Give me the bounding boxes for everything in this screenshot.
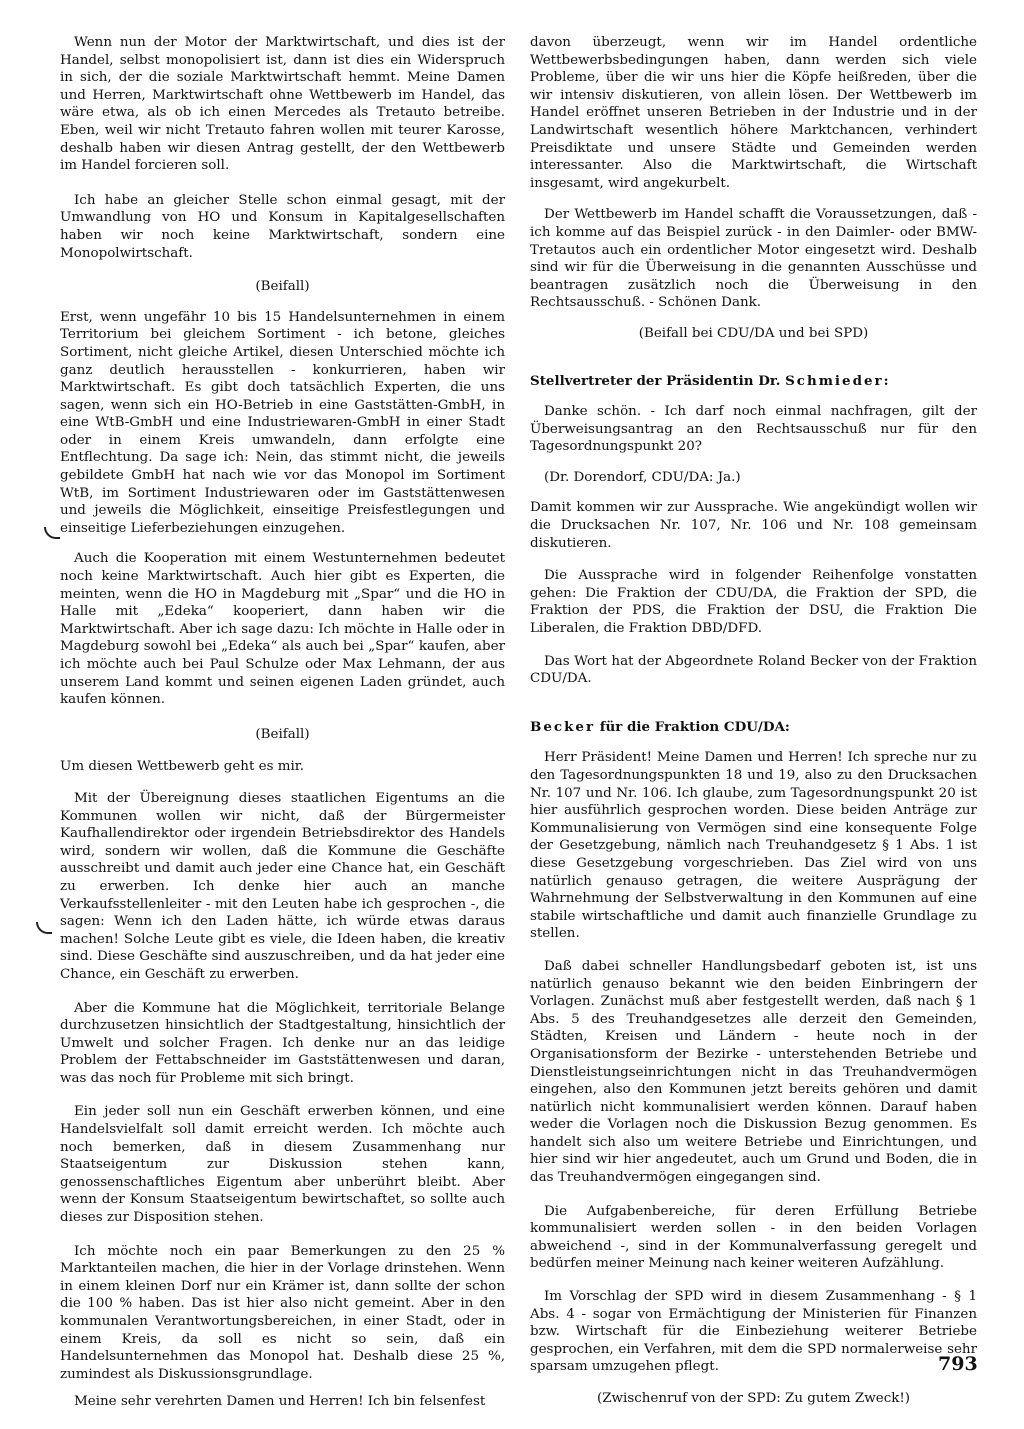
paragraph: Aber die Kommune hat die Möglichkeit, territoriale Belange durchzusetzen hinsichtlich der Stadtgestaltung, hinsichtlich der Umwelt und solcher Fragen. Ich denke nur an das leidige Problem der Fettabschneider im Gaststättenwesen und daran, was das noch für Probleme mit sich bringt.	[60, 1000, 505, 1086]
applause-note: (Beifall)	[255, 726, 310, 742]
paragraph: Erst, wenn ungefähr 10 bis 15 Handelsunternehmen in einem Territorium bei gleichem Sortiment - ich betone, gleiches Sortiment, nicht gleiche Artikel, diesen Unterschied möchte ich ganz deutlich herausstellen - konkurrieren, haben wir Marktwirtschaft. Es gibt doch tatsächlich Experten, die uns sagen, wenn sich ein HO-Betrieb in eine Gaststätten-GmbH, in eine WtB-GmbH und eine Industriewaren-GmbH in einer Stadt oder in einem Kreis umwandeln, dann erfolgte eine Entflechtung. Da sage ich: Nein, das stimmt nicht, die jeweils gebildete GmbH hat nach wie vor das Monopol im Sortiment WtB, im Sortiment Industriewaren oder im Gaststättenwesen und jeweils die Möglichkeit, einseitige Preisfestlegungen und einseitige Lieferbeziehungen einzugehen.	[60, 309, 505, 536]
paragraph: Die Aufgabenbereiche, für deren Erfüllung Betriebe kommunalisiert werden sollen - in den beiden Vorlagen abweichend -, sind in der Kommunalverfassung geregelt und bedürfen meiner Meinung nach keiner weiteren Aufzählung.	[530, 1203, 977, 1272]
interjection: (Dr. Dorendorf, CDU/DA: Ja.)	[544, 469, 741, 485]
paragraph: Daß dabei schneller Handlungsbedarf geboten ist, ist uns natürlich genauso bekannt wie den beiden Einbringern der Vorlagen. Zunächst muß aber festgestellt werden, daß nach § 1 Abs. 5 des Treuhandgesetzes alle derzeit den Gemeinden, Städten, Kreisen und Ländern - heute noch in der Organisationsform der Bezirke - unterstehenden Betriebe und Dienstleistungseinrichtungen nicht in das Treuhandvermögen eingehen, also den Kommunen jetzt bereits gehören und damit natürlich nicht kommunalisiert werden können. Darauf haben weder die Vorlagen noch die Diskussion Bezug genommen. Es handelt sich also um weitere Betriebe und Einrichtungen, und hier sind wir hier angedeutet, auch um Grund und Boden, die in das Treuhandvermögen eingegangen sind.	[530, 958, 977, 1186]
paragraph: Um diesen Wettbewerb geht es mir.	[60, 759, 304, 775]
speaker-colon: :	[883, 372, 889, 389]
paragraph: Ich möchte noch ein paar Bemerkungen zu den 25 % Marktanteilen machen, die hier in der Vorlage drinstehen. Wenn in einem kleinen Dorf nur ein Krämer ist, dann sollte der schon die 100 % haben. Das ist hier also nicht gemeint. Aber in den kommunalen Verantwortungsbereichen, in einer Stadt, oder in einem Kreis, da soll es nicht so sein, daß ein Handelsunternehmen das Monopol hat. Deshalb diese 25 %, zumindest als Diskussionsgrundlage.	[60, 1243, 505, 1382]
paragraph: Herr Präsident! Meine Damen und Herren! Ich spreche nur zu den Tagesordnungspunkten 18 und 19, also zu den Drucksachen Nr. 107 und Nr. 106. Ich glaube, zum Tagesordnungspunkt 20 ist hier ausführlich gesprochen worden. Diese beiden Anträge zur Kommunalisierung von Vermögen sind eine konsequente Folge der Gesetzgebung, nämlich nach Treuhandgesetz § 1 Abs. 1 ist diese Gesetzgebung vorgeschrieben. Das Ziel wird von uns natürlich genauso getragen, die weitere Ausprägung der Wahrnehmung der Selbstverwaltung in den Kommunen auf eine stabile wirtschaftliche und damit auch finanzielle Grundlage zu stellen.	[530, 750, 977, 942]
margin-mark	[36, 922, 52, 934]
speaker-heading	[530, 373, 977, 391]
right-column	[530, 34, 977, 1408]
paragraph: Der Wettbewerb im Handel schafft die Voraussetzungen, daß - ich komme auf das Beispiel zurück - in den Daimler- oder BMW-Tretautos auch ein ordentlicher Motor eingesetzt wird. Deshalb sind wir für die Überweisung in die genannten Ausschüsse und beantragen zusätzlich noch die Überweisung in den Rechtsausschuß. - Schönen Dank.	[530, 207, 977, 311]
applause-note: (Beifall bei CDU/DA und bei SPD)	[638, 325, 869, 341]
paragraph: Ein jeder soll nun ein Geschäft erwerben können, und eine Handelsvielfalt soll damit erreicht werden. Ich möchte auch noch bemerken, daß in diesem Zusammenhang nur Staatseigentum zur Diskussion stehen kann, genossenschaftliches Eigentum aber unberührt bleibt. Aber wenn der Konsum Staatseigentum bewirtschaftet, so sollte auch dieses zur Disposition stehen.	[60, 1104, 505, 1226]
paragraph: Ich habe an gleicher Stelle schon einmal gesagt, mit der Umwandlung von HO und Konsum in Kapitalgesellschaften haben wir noch keine Marktwirtschaft, sondern eine Monopolwirtschaft.	[60, 192, 505, 261]
paragraph: Auch die Kooperation mit einem Westunternehmen bedeutet noch keine Marktwirtschaft. Auch hier gibt es Experten, die meinten, wenn die HO in Magdeburg mit „Spar“ und die HO in Halle mit „Edeka“ kooperiert, dann haben wir die Marktwirtschaft. Aber ich sage dazu: Ich möchte in Halle oder in Magdeburg sowohl bei „Edeka“ als auch bei „Spar“ kaufen, aber ich möchte auch bei Paul Schulze oder Max Lehmann, der aus unserem Land kommt und seinen eigenen Laden gründet, auch kaufen können.	[60, 551, 505, 708]
paragraph: Im Vorschlag der SPD wird in diesem Zusammenhang - § 1 Abs. 4 - sogar von Ermächtigung der Ministerien für Finanzen bzw. Wirtschaft für die Einbeziehung weiterer Betriebe gesprochen, ein Verfahren, mit dem die SPD normalerweise sehr sparsam umzugehen pflegt.	[530, 1289, 977, 1375]
page-number: 793	[938, 1353, 978, 1375]
paragraph: Das Wort hat der Abgeordnete Roland Becker von der Fraktion CDU/DA.	[530, 653, 977, 687]
paragraph: davon überzeugt, wenn wir im Handel ordentliche Wettbewerbsbedingungen haben, dann werden sich viele Probleme, über die wir uns hier die Köpfe heißreden, über die wir intensiv diskutieren, von allein lösen. Der Wettbewerb im Handel eröffnet unseren Betrieben in der Industrie und in der Landwirtschaft wesentlich höhere Marktchancen, verhindert Preisdiktate und unsere Städte und Gemeinden werden interessanter. Also die Marktwirtschaft, die Wirtschaft insgesamt, wird angekurbelt.	[530, 35, 977, 191]
paragraph: Wenn nun der Motor der Marktwirtschaft, und dies ist der Handel, selbst monopolisiert ist, dann ist dies ein Widerspruch in sich, der die soziale Marktwirtschaft hemmt. Meine Damen und Herren, Marktwirtschaft ohne Wettbewerb im Handel, das wäre etwa, als ob ich einen Mercedes als Tretauto betreibe. Eben, weil wir nicht Tretauto fahren wollen mit teurer Karosse, deshalb haben wir diesen Antrag gestellt, der den Wettbewerb im Handel forcieren soll.	[60, 35, 505, 174]
speaker-heading	[530, 719, 977, 737]
paragraph: Meine sehr verehrten Damen und Herren! Ich bin felsenfest	[74, 1394, 486, 1410]
paragraph: Damit kommen wir zur Aussprache. Wie angekündigt wollen wir die Drucksachen Nr. 107, Nr. 106 und Nr. 108 gemeinsam diskutieren.	[530, 500, 977, 551]
margin-mark	[44, 527, 60, 539]
left-column	[60, 34, 505, 1411]
speaker-role: für die Fraktion CDU/DA:	[595, 718, 790, 735]
paragraph: Danke schön. - Ich darf noch einmal nachfragen, gilt der Überweisungsantrag an den Rechtsausschuß nur für den Tagesordnungspunkt 20?	[530, 404, 977, 455]
applause-note: (Beifall)	[255, 279, 310, 295]
speaker-name: Schmieder	[785, 372, 884, 389]
speaker-title: Stellvertreter der Präsidentin Dr.	[530, 372, 786, 389]
interjection: (Zwischenruf von der SPD: Zu gutem Zweck!)	[596, 1391, 911, 1406]
paragraph: Die Aussprache wird in folgender Reihenfolge vonstatten gehen: Die Fraktion der CDU/DA, die Fraktion der SPD, die Fraktion der PDS, die Fraktion der DSU, die Fraktion Die Liberalen, die Fraktion DBD/DFD.	[530, 568, 977, 637]
speaker-name: Becker	[530, 718, 596, 735]
paragraph: Mit der Übereignung dieses staatlichen Eigentums an die Kommunen wollen wir nicht, daß der Bürgermeister Kaufhallendirektor oder irgendein Betriebsdirektor des Handels wird, sondern wir wollen, daß die Kommune die Geschäfte ausschreibt und damit auch jeder eine Chance hat, ein Geschäft zu erwerben. Ich denke hier auch an manche Verkaufsstellenleiter - mit den Leuten habe ich gesprochen -, die sagen: Wenn ich den Laden hätte, ich würde etwas daraus machen! Solche Leute gibt es viele, die Ideen haben, die kreativ sind. Diese Geschäfte sind auszuschreiben, und da hat jeder eine Chance, ein Geschäft zu erwerben.	[60, 790, 505, 982]
